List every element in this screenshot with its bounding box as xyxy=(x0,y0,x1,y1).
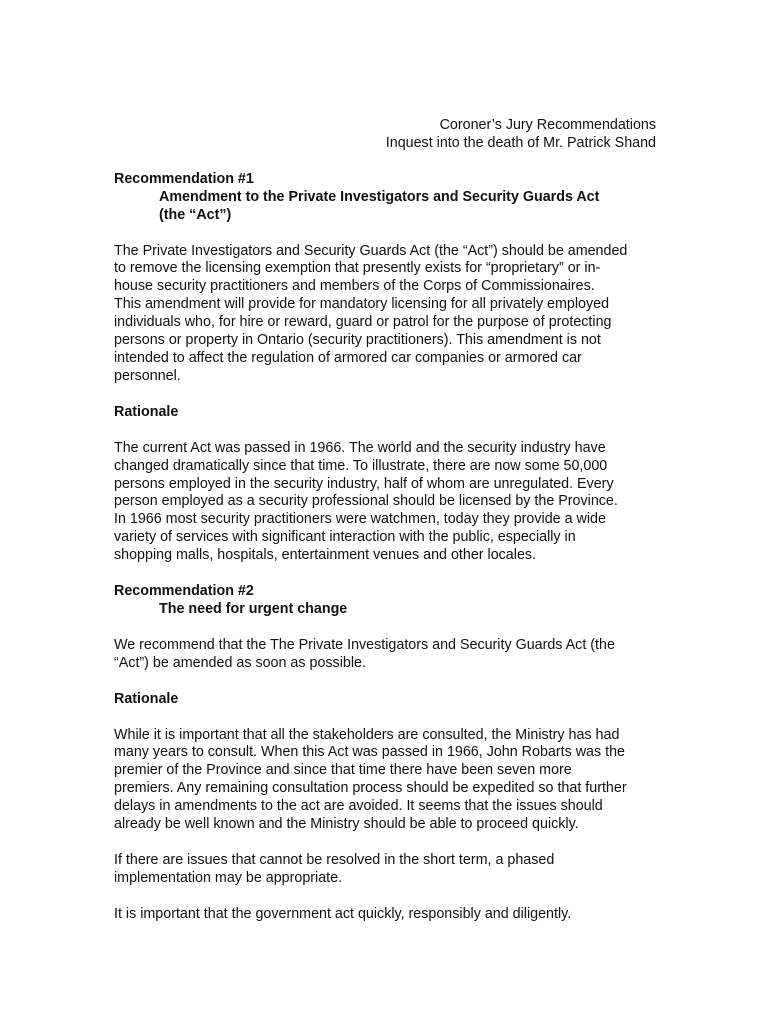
text-line: person employed as a security professional should be licensed by the Province. xyxy=(114,493,618,510)
text-line: In 1966 most security practitioners were watchmen, today they provide a wide xyxy=(114,511,606,528)
recommendation-2-body xyxy=(114,637,659,673)
text-line: persons or property in Ontario (security practitioners). This amendment is not xyxy=(114,332,601,349)
text-line: The current Act was passed in 1966. The world and the security industry have xyxy=(114,439,606,456)
text-line: While it is important that all the stakeholders are consulted, the Ministry has had xyxy=(114,726,620,743)
text-line: house security practitioners and members of the Corps of Commissionaires. xyxy=(114,278,595,295)
header-subtitle: Inquest into the death of Mr. Patrick Shand xyxy=(385,134,656,151)
recommendation-1-subtitle-line-2: (the “Act”) xyxy=(159,206,232,223)
text-line: intended to affect the regulation of armored car companies or armored car xyxy=(114,349,582,366)
text-line: already be well known and the Ministry should be able to proceed quickly. xyxy=(114,816,579,833)
text-line: “Act”) be amended as soon as possible. xyxy=(114,654,366,671)
recommendation-2 xyxy=(114,583,659,924)
recommendation-1-body xyxy=(114,243,659,386)
recommendation-1-rationale-heading: Rationale xyxy=(114,403,179,420)
recommendation-2-rationale-body xyxy=(114,727,659,834)
recommendation-2-heading: Recommendation #2 xyxy=(114,583,254,600)
recommendation-1-rationale-body xyxy=(114,440,659,565)
text-line: changed dramatically since that time. To illustrate, there are now some 50,000 xyxy=(114,457,608,474)
text-line: It is important that the government act quickly, responsibly and diligently. xyxy=(114,905,572,922)
text-line: shopping malls, hospitals, entertainment venues and other locales. xyxy=(114,547,537,564)
text-line: implementation may be appropriate. xyxy=(114,869,343,886)
text-line: The Private Investigators and Security Guards Act (the “Act”) should be amended xyxy=(114,242,628,259)
text-line: If there are issues that cannot be resolved in the short term, a phased xyxy=(114,852,555,868)
recommendation-1-subtitle-line-1: Amendment to the Private Investigators and Security Guards Act xyxy=(159,188,600,205)
text-line: many years to consult. When this Act was passed in 1966, John Robarts was the xyxy=(114,744,625,761)
text-line: premier of the Province and since that time there have been seven more xyxy=(114,762,572,779)
text-line: premiers. Any remaining consultation process should be expedited so that further xyxy=(114,780,627,797)
recommendation-2-subtitle: The need for urgent change xyxy=(159,600,348,617)
document-header xyxy=(114,117,656,153)
recommendation-2-paragraph-3 xyxy=(114,906,659,924)
text-line: We recommend that the The Private Investigators and Security Guards Act (the xyxy=(114,636,615,653)
text-line: persons employed in the security industry, half of whom are unregulated. Every xyxy=(114,475,614,492)
text-line: to remove the licensing exemption that presently exists for “proprietary” or in- xyxy=(114,260,601,277)
recommendation-2-rationale-heading: Rationale xyxy=(114,690,179,707)
header-title: Coroner’s Jury Recommendations xyxy=(439,117,656,133)
document-page xyxy=(114,117,659,924)
text-line: variety of services with significant interaction with the public, especially in xyxy=(114,529,576,546)
recommendation-2-paragraph-2 xyxy=(114,852,659,888)
text-line: individuals who, for hire or reward, guard or patrol for the purpose of protecting xyxy=(114,314,612,331)
text-line: personnel. xyxy=(114,367,181,384)
text-line: This amendment will provide for mandatory licensing for all privately employed xyxy=(114,296,610,313)
text-line: delays in amendments to the act are avoided. It seems that the issues should xyxy=(114,798,603,815)
recommendation-1-heading: Recommendation #1 xyxy=(114,170,254,187)
recommendation-1 xyxy=(114,171,659,565)
